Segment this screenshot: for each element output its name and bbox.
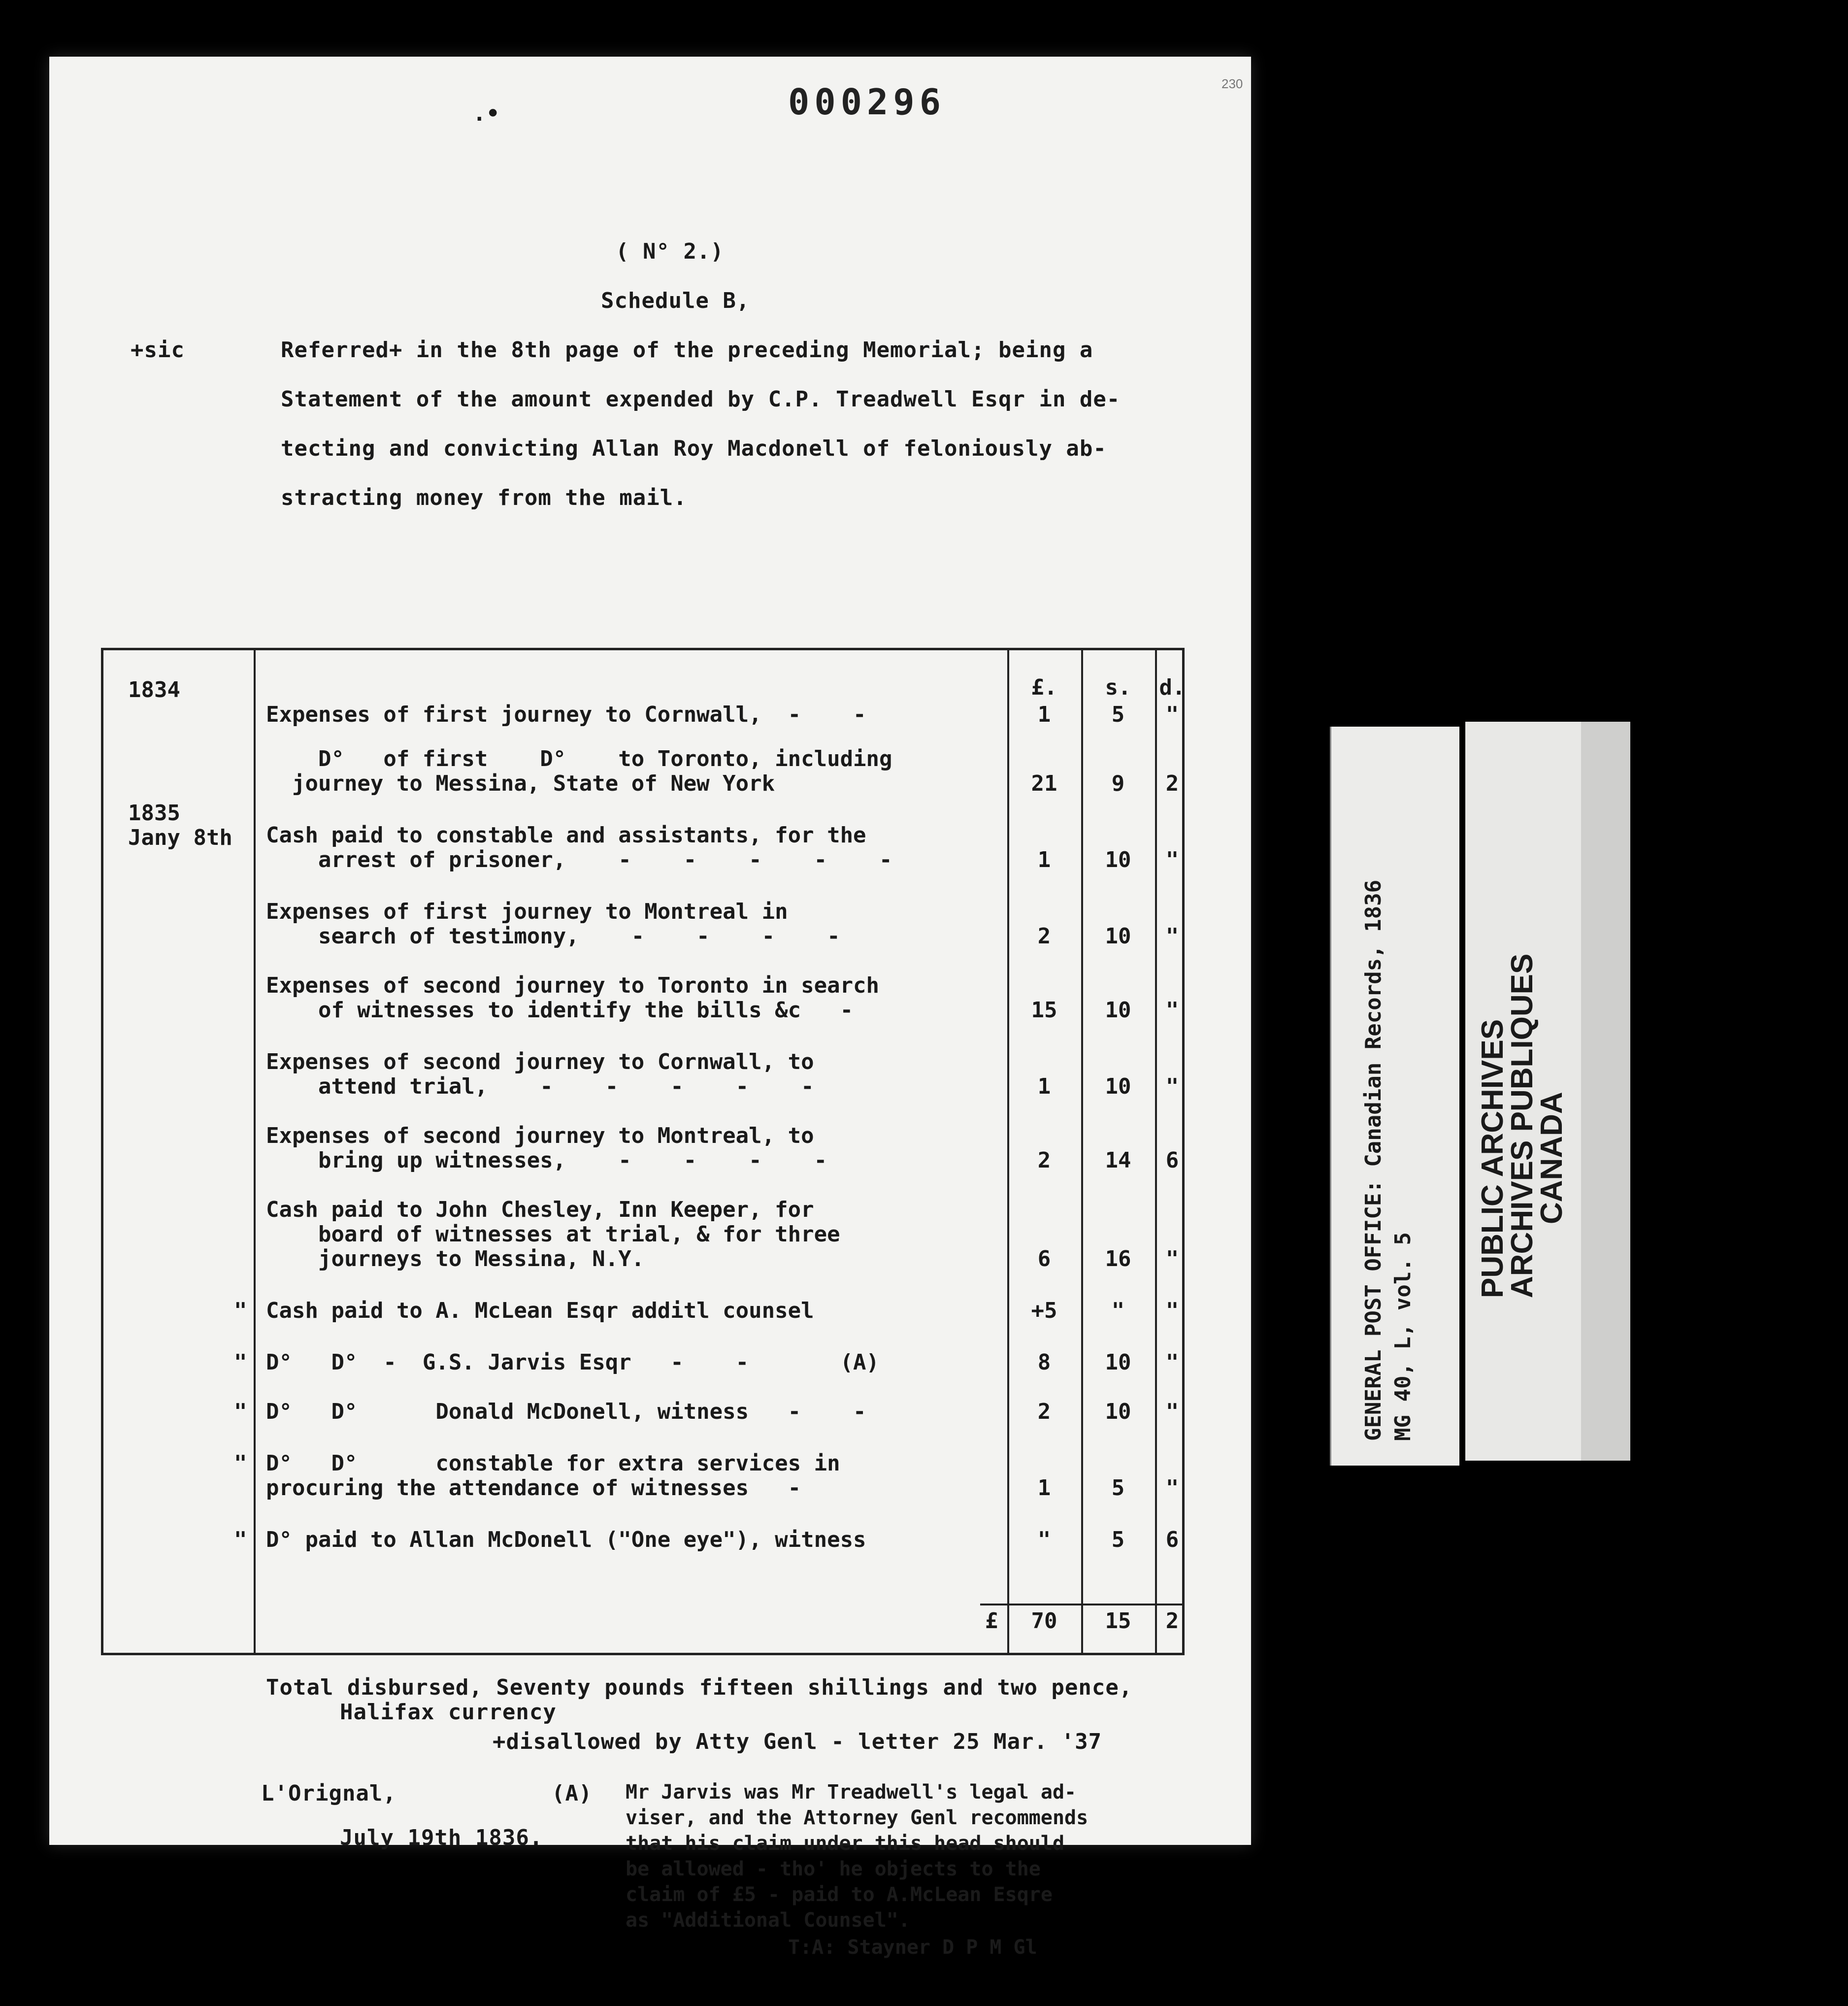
total-pounds: 70	[1031, 1608, 1057, 1634]
row-description: Cash paid to John Chesley, Inn Keeper, for	[266, 1197, 814, 1222]
row-shillings: 14	[1105, 1148, 1131, 1173]
row-description: of witnesses to identify the bills &c -	[266, 998, 854, 1023]
row-pence: "	[1165, 847, 1179, 872]
ink-mark: .•	[473, 101, 500, 126]
row-description: bring up witnesses, - - - -	[266, 1148, 827, 1173]
row-pounds: 1	[1037, 702, 1051, 727]
row-shillings: 10	[1105, 1399, 1131, 1424]
column-divider	[1007, 650, 1009, 1653]
header-pence: d.	[1159, 675, 1186, 700]
intro-line: Referred+ in the 8th page of the preceding Memorial; being a	[281, 337, 1093, 363]
date-cell: 1834	[128, 677, 180, 702]
total-text: Total disbursed, Seventy pounds fifteen shillings and two pence,	[266, 1675, 1133, 1700]
total-rule	[980, 1604, 1182, 1605]
ditto-mark: "	[234, 1350, 247, 1375]
total-sign: £	[985, 1608, 998, 1634]
row-pence: "	[1165, 1399, 1179, 1424]
row-shillings: 10	[1105, 847, 1131, 872]
row-pounds: +5	[1031, 1298, 1057, 1323]
row-description: Expenses of first journey to Cornwall, - -	[266, 702, 866, 727]
document-page	[49, 57, 1251, 1959]
row-pence: 2	[1165, 771, 1179, 796]
row-description: Cash paid to constable and assistants, for the	[266, 823, 866, 848]
row-pence: "	[1165, 702, 1179, 727]
row-shillings: 10	[1105, 924, 1131, 949]
row-description: Expenses of first journey to Montreal in	[266, 899, 788, 924]
row-pence: "	[1165, 1475, 1179, 1501]
row-shillings: 10	[1105, 998, 1131, 1023]
total-shillings: 15	[1105, 1608, 1131, 1634]
label-line: GENERAL POST OFFICE: Canadian Records, 1836	[1361, 879, 1386, 1441]
disallowed-note: +disallowed by Atty Genl - letter 25 Mar. '37	[493, 1729, 1102, 1754]
stamp-number: 000296	[788, 81, 946, 123]
row-pence: "	[1165, 1298, 1179, 1323]
note-line: as "Additional Counsel".	[626, 1909, 910, 1932]
row-pounds: 21	[1031, 771, 1057, 796]
row-description: attend trial, - - - - -	[266, 1074, 814, 1099]
row-pounds: 2	[1037, 924, 1051, 949]
column-divider	[1155, 650, 1157, 1653]
note-ref: (A)	[552, 1781, 593, 1806]
row-description: Expenses of second journey to Toronto in search	[266, 973, 880, 998]
row-description: D° D° constable for extra services in	[266, 1451, 840, 1476]
note-line: viser, and the Attorney Genl recommends	[626, 1806, 1089, 1829]
row-shillings: 5	[1111, 1475, 1125, 1501]
row-shillings: 5	[1111, 702, 1125, 727]
row-description: D° of first D° to Toronto, including	[266, 746, 892, 771]
row-description: journeys to Messina, N.Y.	[266, 1246, 645, 1271]
stamp-line: CANADA	[1535, 1092, 1569, 1224]
row-description: D° D° - G.S. Jarvis Esqr - - (A)	[266, 1350, 880, 1375]
row-pence: "	[1165, 1246, 1179, 1271]
row-description: D° D° Donald McDonell, witness - -	[266, 1399, 866, 1424]
schedule-title: Schedule B,	[601, 288, 750, 313]
row-pence: "	[1165, 998, 1179, 1023]
row-description: journey to Messina, State of New York	[266, 771, 775, 796]
row-pence: "	[1165, 1350, 1179, 1375]
date-signed: July 19th 1836.	[340, 1825, 543, 1850]
archive-label	[1330, 727, 1459, 1466]
folio-number: 230	[1221, 76, 1243, 91]
ditto-mark: "	[234, 1399, 247, 1424]
row-pounds: 2	[1037, 1399, 1051, 1424]
row-shillings: 10	[1105, 1350, 1131, 1375]
expenses-table	[101, 648, 1185, 1655]
note-line: Mr Jarvis was Mr Treadwell's legal ad-	[626, 1781, 1077, 1804]
date-cell: Jany 8th	[128, 825, 232, 850]
ditto-mark: "	[234, 1527, 247, 1552]
ditto-mark: "	[234, 1451, 247, 1476]
label-edge	[1581, 722, 1630, 1461]
row-shillings: 16	[1105, 1246, 1131, 1271]
row-description: Expenses of second journey to Montreal, to	[266, 1123, 814, 1148]
total-pence: 2	[1165, 1608, 1179, 1634]
row-description: Cash paid to A. McLean Esqr additl counsel	[266, 1298, 814, 1323]
row-shillings: 9	[1111, 771, 1125, 796]
row-pounds: 1	[1037, 1475, 1051, 1501]
row-pounds: 2	[1037, 1148, 1051, 1173]
row-description: D° paid to Allan McDonell ("One eye"), witness	[266, 1527, 866, 1552]
row-shillings: "	[1111, 1298, 1125, 1323]
row-pounds: 15	[1031, 998, 1057, 1023]
row-pounds: "	[1037, 1527, 1051, 1552]
row-pounds: 1	[1037, 847, 1051, 872]
row-shillings: 5	[1111, 1527, 1125, 1552]
ditto-mark: "	[234, 1298, 247, 1323]
total-text: Halifax currency	[340, 1700, 557, 1725]
place: L'Orignal,	[261, 1781, 396, 1806]
row-shillings: 10	[1105, 1074, 1131, 1099]
header-shillings: s.	[1105, 675, 1131, 700]
date-cell: 1835	[128, 801, 180, 826]
note-line: that his claim under this head should	[626, 1832, 1065, 1855]
row-description: arrest of prisoner, - - - - -	[266, 847, 892, 872]
row-pence: 6	[1165, 1527, 1179, 1552]
intro-line: Statement of the amount expended by C.P. Treadwell Esqr in de-	[281, 387, 1121, 412]
row-description: procuring the attendance of witnesses -	[266, 1475, 801, 1501]
column-divider	[1081, 650, 1083, 1653]
document-number: ( N° 2.)	[616, 239, 724, 264]
row-pence: "	[1165, 924, 1179, 949]
intro-line: stracting money from the mail.	[281, 485, 687, 510]
note-line: be allowed - tho' he objects to the	[626, 1858, 1041, 1880]
row-description: search of testimony, - - - -	[266, 924, 840, 949]
row-pounds: 8	[1037, 1350, 1051, 1375]
row-description: board of witnesses at trial, & for three	[266, 1222, 840, 1247]
row-pounds: 6	[1037, 1246, 1051, 1271]
stamp-line: PUBLIC ARCHIVES	[1476, 1019, 1510, 1298]
row-pence: "	[1165, 1074, 1179, 1099]
stamp-line: ARCHIVES PUBLIQUES	[1505, 953, 1539, 1298]
row-pounds: 1	[1037, 1074, 1051, 1099]
column-divider	[254, 650, 256, 1653]
row-description: Expenses of second journey to Cornwall, to	[266, 1049, 814, 1074]
margin-note: +sic	[131, 337, 185, 363]
intro-line: tecting and convicting Allan Roy Macdonell of feloniously ab-	[281, 436, 1107, 461]
signature: T:A: Stayner D P M Gl	[788, 1936, 1037, 1959]
header-pounds: £.	[1031, 675, 1057, 700]
row-pence: 6	[1165, 1148, 1179, 1173]
label-line: MG 40, L, vol. 5	[1390, 1232, 1416, 1441]
note-line: claim of £5 - paid to A.McLean Esqre	[626, 1883, 1053, 1906]
